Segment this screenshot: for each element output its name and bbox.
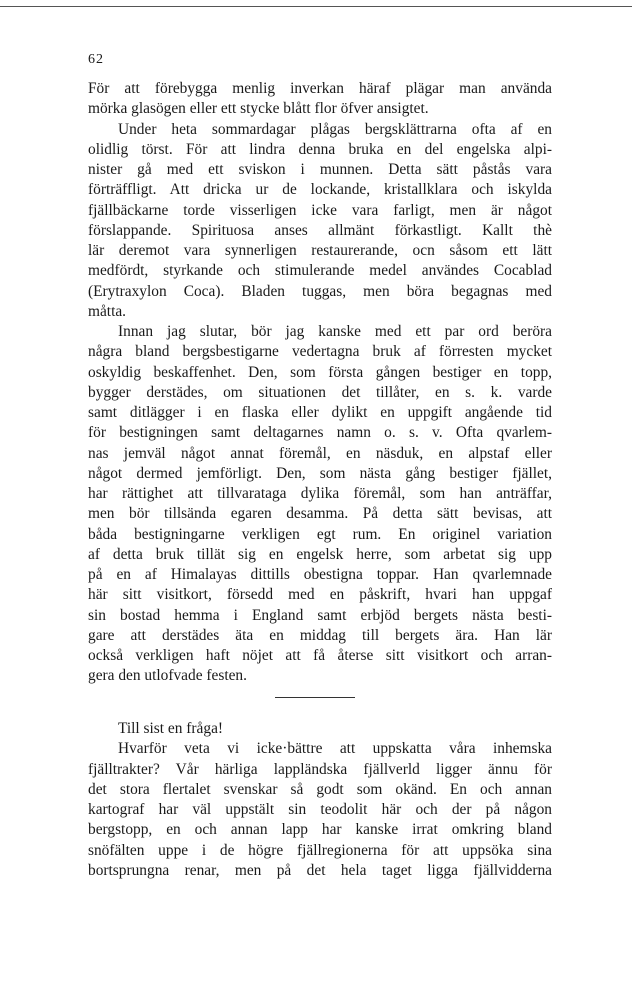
text-line: fjälltrakter? Vår härliga lappländska fjällverld ligger ännu för [88, 760, 552, 778]
text-line: något dermed jemförligt. Den, som nästa gång bestiger fjället, [88, 464, 552, 482]
text-line: Innan jag slutar, bör jag kanske med ett par ord beröra [118, 323, 552, 340]
text-line: men bör tillsända egaren desamma. På detta sätt bevisas, att [88, 505, 552, 523]
text-line: bergstopp, en och annan lapp har kanske irrat omkring bland [88, 821, 552, 839]
text-line: snöfälten uppe i de högre fjällregionerna för att uppsöka sina [88, 841, 552, 859]
text-line: måtta. [88, 302, 127, 320]
text-line: (Erytraxylon Coca). Bladen tuggas, men böra begagnas med [88, 282, 552, 300]
text-line: också verkligen haft nöjet att få återse sitt visitkort och arran- [88, 647, 552, 664]
text-line: samt ditlägger i en flaska eller dylikt en uppgift angående tid [88, 404, 552, 421]
text-line: olidlig törst. För att lindra denna bruka en del engelska alpi- [88, 140, 552, 158]
text-line: Hvarför veta vi icke·bättre att uppskatta våra inhemska [118, 740, 552, 758]
text-line: lär deremot vara synnerligen restaurerande, ocn såsom ett lätt [88, 242, 552, 259]
text-line: medfördt, styrkande och stimulerande medel användes Cocablad [88, 262, 552, 280]
text-line: för bestigningen samt deltagarnes namn o. s. v. Ofta qvarlem- [88, 424, 552, 442]
text-line: nister gå med ett sviskon i munnen. Detta sätt påstås vara [88, 161, 552, 178]
text-line: det stora flertalet svenskar så godt som okänd. En och annan [88, 780, 552, 798]
text-line: här sitt visitkort, försedd med en påskrift, hvari han uppgaf [88, 586, 552, 604]
text-line: gera den utlofvade festen. [88, 667, 247, 685]
text-line: sin bostad hemma i England samt erbjöd bergets nästa besti- [88, 606, 552, 624]
text-line: nas jemväl något annat föremål, en näsduk, en alpstaf eller [88, 444, 552, 462]
text-line: gare att derstädes äta en middag till bergets ära. Han lär [88, 626, 552, 644]
text-line: bygger derstädes, om situationen det tillåter, en s. k. varde [88, 383, 552, 401]
body-text-section-1 [88, 79, 552, 687]
text-line: För att förebygga menlig inverkan häraf plägar man använda [88, 80, 552, 97]
text-line: fjällbäckarne torde visserligen icke vara farligt, men är något [88, 201, 552, 219]
text-line: förträffligt. Att dricka ur de lockande, kristallklara och iskylda [88, 181, 552, 199]
text-line: af detta bruk tillät sig en engelsk herre, som arbetat sig upp [88, 545, 552, 563]
body-text-section-2 [88, 719, 552, 881]
text-line: mörka glasögen eller ett stycke blått flor öfver ansigtet. [88, 100, 429, 118]
top-border-rule [0, 6, 632, 7]
text-line: förslappande. Spirituosa anses allmänt förkastligt. Kallt thè [88, 221, 552, 239]
page-number: 62 [88, 52, 104, 67]
text-line: har rättighet att tillvarataga dylika föremål, som han anträffar, [88, 485, 552, 502]
text-line: kartograf har väl uppstält sin teodolit här och der på någon [88, 801, 552, 818]
text-line: oskyldig beskaffenhet. Den, som första gången bestiger en topp, [88, 363, 552, 381]
text-line: på en af Himalayas dittills obestigna toppar. Han qvarlemnade [88, 566, 552, 583]
text-line: båda bestigningarne verkligen egt rum. En originel variation [88, 525, 552, 543]
text-line: några bland bergsbestigarne vedertagna bruk af förresten mycket [88, 343, 552, 361]
text-line: bortsprungna renar, men på det hela taget ligga fjällvidderna [88, 861, 552, 879]
text-line: Till sist en fråga! [118, 720, 224, 737]
section-divider [275, 697, 355, 698]
text-line: Under heta sommardagar plågas bergsklättrarna ofta af en [118, 120, 552, 138]
